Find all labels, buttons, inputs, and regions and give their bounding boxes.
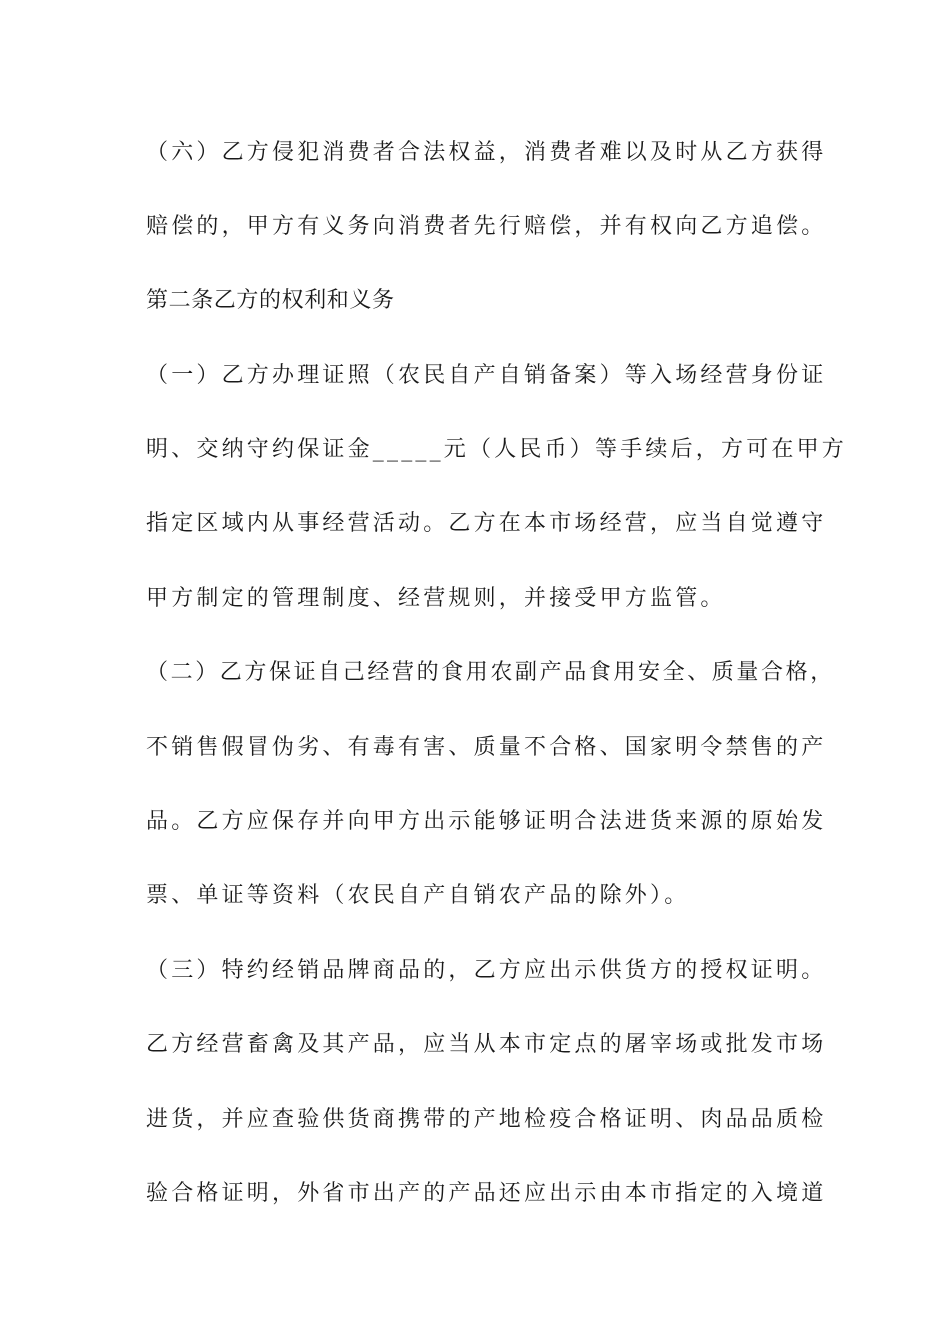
- paragraph-line: 指定区域内从事经营活动。乙方在本市场经营，应当自觉遵守: [146, 511, 827, 536]
- paragraph-line: （一）乙方办理证照（农民自产自销备案）等入场经营身份证: [146, 363, 827, 388]
- paragraph-line: 赔偿的，甲方有义务向消费者先行赔偿，并有权向乙方追偿。: [146, 214, 827, 239]
- paragraph-line: （六）乙方侵犯消费者合法权益，消费者难以及时从乙方获得: [146, 140, 827, 165]
- paragraph-line: 票、单证等资料（农民自产自销农产品的除外）。: [146, 883, 690, 908]
- paragraph-line: 不销售假冒伪劣、有毒有害、质量不合格、国家明令禁售的产: [146, 735, 827, 760]
- paragraph-line: 明、交纳守约保证金_____元（人民币）等手续后，方可在甲方: [146, 437, 848, 462]
- section-heading: 第二条乙方的权利和义务: [146, 288, 395, 313]
- paragraph-line: 进货，并应查验供货商携带的产地检疫合格证明、肉品品质检: [146, 1107, 827, 1132]
- paragraph-line: 乙方经营畜禽及其产品，应当从本市定点的屠宰场或批发市场: [146, 1032, 827, 1057]
- paragraph-line: 品。乙方应保存并向甲方出示能够证明合法进货来源的原始发: [146, 809, 827, 834]
- paragraph-line: （二）乙方保证自己经营的食用农副产品食用安全、质量合格，: [146, 660, 835, 685]
- paragraph-line: （三）特约经销品牌商品的，乙方应出示供货方的授权证明。: [146, 958, 827, 983]
- paragraph-line: 验合格证明，外省市出产的产品还应出示由本市指定的入境道: [146, 1181, 827, 1206]
- paragraph-line: 甲方制定的管理制度、经营规则，并接受甲方监管。: [146, 586, 726, 611]
